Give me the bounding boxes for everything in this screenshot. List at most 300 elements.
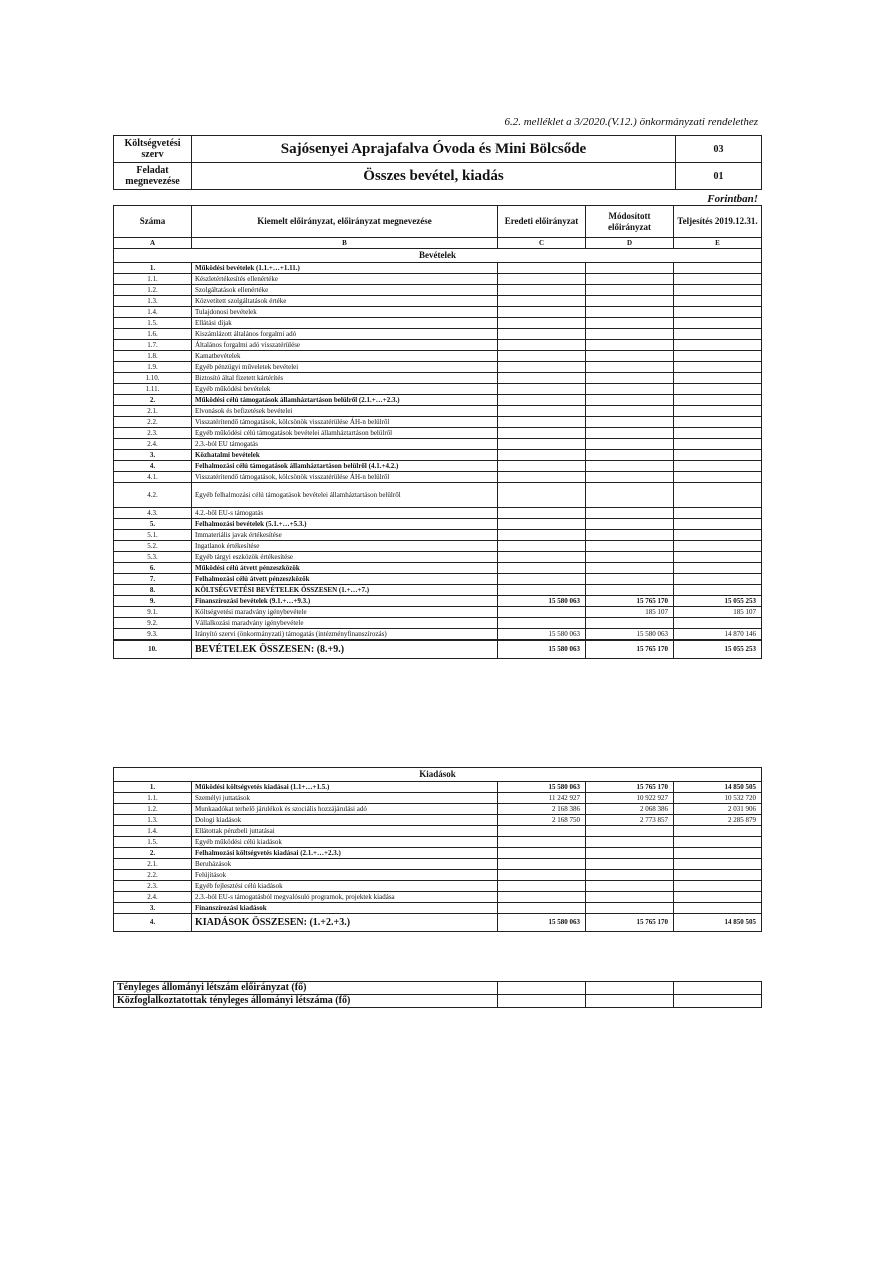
staff-label: Tényleges állományi létszám előirányzat (fő)	[114, 982, 498, 995]
row-original	[498, 903, 586, 914]
row-label: Irányító szervi (önkormányzati) támogatás (intézményfinanszírozás)	[192, 629, 498, 641]
revenue-row	[114, 307, 762, 318]
row-modified	[586, 585, 674, 596]
revenue-row	[114, 340, 762, 351]
row-label: KÖLTSÉGVETÉSI BEVÉTELEK ÖSSZESEN (1.+…+7.)	[192, 585, 498, 596]
expense-section-title: Kiadások	[114, 768, 762, 782]
row-original	[498, 574, 586, 585]
row-modified	[586, 574, 674, 585]
row-actual	[674, 263, 762, 274]
row-modified	[586, 519, 674, 530]
row-num: 5.3.	[114, 552, 192, 563]
revenue-row	[114, 530, 762, 541]
revenue-rows	[114, 263, 762, 641]
row-modified	[586, 285, 674, 296]
row-num: 4.2.	[114, 483, 192, 508]
expense-row	[114, 892, 762, 903]
row-num: 4.3.	[114, 508, 192, 519]
row-label: Finanszírozási kiadások	[192, 903, 498, 914]
row-label: Immateriális javak értékesítése	[192, 530, 498, 541]
revenue-total-actual: 15 055 253	[674, 640, 762, 659]
revenue-row	[114, 351, 762, 362]
row-modified	[586, 508, 674, 519]
row-modified	[586, 541, 674, 552]
col-header-actual: Teljesítés 2019.12.31.	[674, 206, 762, 238]
row-num: 2.3.	[114, 881, 192, 892]
row-original	[498, 607, 586, 618]
row-actual	[674, 329, 762, 340]
row-num: 1.9.	[114, 362, 192, 373]
revenue-table	[113, 205, 762, 659]
row-label: Működési költségvetés kiadásai (1.1+…+1.5.)	[192, 782, 498, 793]
header-table	[113, 135, 762, 190]
row-num: 2.4.	[114, 892, 192, 903]
row-label: Kamatbevételek	[192, 351, 498, 362]
row-modified	[586, 395, 674, 406]
revenue-total-label: BEVÉTELEK ÖSSZESEN: (8.+9.)	[192, 640, 498, 659]
row-modified	[586, 472, 674, 483]
row-actual	[674, 574, 762, 585]
row-actual	[674, 406, 762, 417]
row-num: 1.1.	[114, 274, 192, 285]
row-label: Felhalmozási célú támogatások államháztartáson belülről (4.1.+4.2.)	[192, 461, 498, 472]
row-modified	[586, 903, 674, 914]
row-label: Felhalmozási költségvetés kiadásai (2.1.+…+2.3.)	[192, 848, 498, 859]
revenue-row	[114, 439, 762, 450]
revenue-row	[114, 406, 762, 417]
row-original	[498, 450, 586, 461]
row-actual	[674, 508, 762, 519]
staff-value	[674, 982, 762, 995]
expense-row	[114, 837, 762, 848]
row-original	[498, 826, 586, 837]
row-num: 3.	[114, 450, 192, 461]
row-label: Általános forgalmi adó visszatérülése	[192, 340, 498, 351]
row-actual	[674, 362, 762, 373]
row-actual	[674, 472, 762, 483]
row-num: 1.10.	[114, 373, 192, 384]
row-label: Tulajdonosi bevételek	[192, 307, 498, 318]
col-letter-c: C	[498, 238, 586, 249]
row-num: 2.	[114, 395, 192, 406]
row-actual	[674, 483, 762, 508]
entity-label: Költségvetési szerv	[114, 136, 192, 163]
row-actual	[674, 373, 762, 384]
row-label: Egyéb felhalmozási célú támogatások bevételei államháztartáson belülről	[192, 483, 498, 508]
expense-row	[114, 793, 762, 804]
row-original	[498, 439, 586, 450]
expense-row	[114, 826, 762, 837]
expense-total-actual: 14 850 505	[674, 914, 762, 932]
row-actual	[674, 837, 762, 848]
row-original	[498, 508, 586, 519]
row-label: Egyéb pénzügyi műveletek bevételei	[192, 362, 498, 373]
row-original	[498, 563, 586, 574]
row-actual	[674, 318, 762, 329]
row-actual: 2 031 906	[674, 804, 762, 815]
row-modified	[586, 340, 674, 351]
row-original	[498, 618, 586, 629]
expense-total-original: 15 580 063	[498, 914, 586, 932]
row-label: Finanszírozási bevételek (9.1.+…+9.3.)	[192, 596, 498, 607]
row-num: 2.4.	[114, 439, 192, 450]
revenue-row	[114, 384, 762, 395]
row-modified	[586, 563, 674, 574]
row-actual: 10 532 720	[674, 793, 762, 804]
row-label: 2.3.-ból EU-s támogatásból megvalósuló programok, projektek kiadása	[192, 892, 498, 903]
row-original	[498, 837, 586, 848]
task-label: Feladat megnevezése	[114, 163, 192, 190]
row-label: Egyéb tárgyi eszközök értékesítése	[192, 552, 498, 563]
row-label: Biztosító által fizetett kártérítés	[192, 373, 498, 384]
row-actual	[674, 417, 762, 428]
row-label: Egyéb működési célú kiadások	[192, 837, 498, 848]
row-num: 1.11.	[114, 384, 192, 395]
row-modified	[586, 461, 674, 472]
row-modified	[586, 274, 674, 285]
row-num: 7.	[114, 574, 192, 585]
expense-total-row	[114, 914, 762, 932]
row-actual: 185 107	[674, 607, 762, 618]
staff-row	[114, 995, 762, 1008]
row-label: Működési célú átvett pénzeszközök	[192, 563, 498, 574]
annex-note: 6.2. melléklet a 3/2020.(V.12.) önkormányzati rendelethez	[504, 116, 758, 128]
row-original	[498, 351, 586, 362]
row-modified	[586, 373, 674, 384]
staff-rows	[114, 982, 762, 1008]
row-modified	[586, 826, 674, 837]
revenue-section-title: Bevételek	[114, 249, 762, 263]
revenue-row	[114, 596, 762, 607]
row-actual	[674, 870, 762, 881]
row-actual	[674, 450, 762, 461]
row-actual	[674, 307, 762, 318]
row-label: Beruházások	[192, 859, 498, 870]
row-actual	[674, 351, 762, 362]
row-actual	[674, 428, 762, 439]
row-modified	[586, 870, 674, 881]
row-label: Felhalmozási bevételek (5.1.+…+5.3.)	[192, 519, 498, 530]
row-original	[498, 329, 586, 340]
row-original	[498, 541, 586, 552]
row-modified	[586, 530, 674, 541]
row-label: Készletértékesítés ellenértéke	[192, 274, 498, 285]
revenue-row	[114, 285, 762, 296]
row-num: 1.1.	[114, 793, 192, 804]
row-num: 8.	[114, 585, 192, 596]
row-modified	[586, 837, 674, 848]
revenue-row	[114, 318, 762, 329]
row-label: Szolgáltatások ellenértéke	[192, 285, 498, 296]
row-original: 15 580 063	[498, 782, 586, 793]
row-original	[498, 274, 586, 285]
row-actual: 2 285 879	[674, 815, 762, 826]
row-original	[498, 892, 586, 903]
staff-label: Közfoglalkoztatottak tényleges állományi létszáma (fő)	[114, 995, 498, 1008]
row-num: 1.5.	[114, 318, 192, 329]
row-actual: 14 870 146	[674, 629, 762, 641]
row-modified: 15 765 170	[586, 782, 674, 793]
row-num: 9.	[114, 596, 192, 607]
row-actual	[674, 892, 762, 903]
expense-row	[114, 881, 762, 892]
row-num: 5.2.	[114, 541, 192, 552]
row-actual	[674, 384, 762, 395]
staff-value	[586, 982, 674, 995]
row-num: 1.2.	[114, 804, 192, 815]
row-original: 2 168 750	[498, 815, 586, 826]
task-code: 01	[676, 163, 762, 190]
row-num: 4.	[114, 461, 192, 472]
row-label: Elvonások és befizetések bevételei	[192, 406, 498, 417]
revenue-row	[114, 519, 762, 530]
revenue-row	[114, 563, 762, 574]
row-original	[498, 859, 586, 870]
row-original	[498, 472, 586, 483]
row-modified	[586, 351, 674, 362]
row-original	[498, 530, 586, 541]
row-modified	[586, 483, 674, 508]
column-header-row	[114, 206, 762, 238]
row-actual	[674, 296, 762, 307]
row-original	[498, 881, 586, 892]
staff-table	[113, 981, 762, 1008]
row-modified	[586, 618, 674, 629]
row-original	[498, 384, 586, 395]
col-header-modified: Módosított előirányzat	[586, 206, 674, 238]
row-num: 2.1.	[114, 406, 192, 417]
revenue-row	[114, 329, 762, 340]
row-label: Működési bevételek (1.1.+…+1.11.)	[192, 263, 498, 274]
row-label: Egyéb működési bevételek	[192, 384, 498, 395]
col-header-num: Száma	[114, 206, 192, 238]
row-original	[498, 417, 586, 428]
row-modified	[586, 881, 674, 892]
row-original: 2 168 386	[498, 804, 586, 815]
staff-value	[498, 982, 586, 995]
entity-code: 03	[676, 136, 762, 163]
row-num: 2.2.	[114, 870, 192, 881]
row-label: Dologi kiadások	[192, 815, 498, 826]
row-num: 2.2.	[114, 417, 192, 428]
revenue-row	[114, 472, 762, 483]
row-modified	[586, 384, 674, 395]
revenue-row	[114, 263, 762, 274]
revenue-row	[114, 373, 762, 384]
currency-note: Forintban!	[707, 193, 758, 205]
expense-total-label: KIADÁSOK ÖSSZESEN: (1.+2.+3.)	[192, 914, 498, 932]
row-label: Közhatalmi bevételek	[192, 450, 498, 461]
row-original	[498, 428, 586, 439]
col-letter-a: A	[114, 238, 192, 249]
col-letter-b: B	[192, 238, 498, 249]
row-modified	[586, 296, 674, 307]
revenue-row	[114, 585, 762, 596]
row-modified	[586, 552, 674, 563]
row-label: Működési célú támogatások államháztartáson belülről (2.1.+…+2.3.)	[192, 395, 498, 406]
revenue-row	[114, 362, 762, 373]
expense-total-num: 4.	[114, 914, 192, 932]
row-modified	[586, 859, 674, 870]
row-original	[498, 362, 586, 373]
revenue-row	[114, 574, 762, 585]
row-actual	[674, 395, 762, 406]
row-actual	[674, 461, 762, 472]
revenue-row	[114, 541, 762, 552]
revenue-row	[114, 450, 762, 461]
row-actual	[674, 285, 762, 296]
row-label: Vállalkozási maradvány igénybevétele	[192, 618, 498, 629]
row-original	[498, 285, 586, 296]
revenue-total-original: 15 580 063	[498, 640, 586, 659]
staff-value	[586, 995, 674, 1008]
row-actual	[674, 530, 762, 541]
revenue-row	[114, 395, 762, 406]
row-actual	[674, 618, 762, 629]
row-num: 2.3.	[114, 428, 192, 439]
row-actual	[674, 439, 762, 450]
revenue-row	[114, 296, 762, 307]
row-modified	[586, 406, 674, 417]
row-original	[498, 848, 586, 859]
expense-row	[114, 870, 762, 881]
row-label: Munkaadókat terhelő járulékok és szociális hozzájárulási adó	[192, 804, 498, 815]
row-modified	[586, 417, 674, 428]
column-letter-row	[114, 238, 762, 249]
row-label: Felújítások	[192, 870, 498, 881]
expense-table	[113, 767, 762, 932]
expense-section-row	[114, 768, 762, 782]
row-actual: 14 850 505	[674, 782, 762, 793]
row-actual	[674, 274, 762, 285]
row-actual	[674, 903, 762, 914]
row-actual	[674, 859, 762, 870]
row-modified	[586, 439, 674, 450]
row-modified	[586, 428, 674, 439]
row-label: 2.3.-ból EU támogatás	[192, 439, 498, 450]
row-num: 1.5.	[114, 837, 192, 848]
expense-row	[114, 804, 762, 815]
row-original	[498, 395, 586, 406]
row-original: 11 242 927	[498, 793, 586, 804]
row-num: 2.	[114, 848, 192, 859]
row-num: 9.3.	[114, 629, 192, 641]
row-original	[498, 461, 586, 472]
row-original: 15 580 063	[498, 596, 586, 607]
row-actual	[674, 519, 762, 530]
revenue-section-row	[114, 249, 762, 263]
row-modified	[586, 318, 674, 329]
row-actual	[674, 340, 762, 351]
staff-value	[498, 995, 586, 1008]
row-original	[498, 870, 586, 881]
row-original: 15 580 063	[498, 629, 586, 641]
row-num: 2.1.	[114, 859, 192, 870]
expense-row	[114, 859, 762, 870]
task-name: Összes bevétel, kiadás	[192, 163, 676, 190]
row-modified	[586, 307, 674, 318]
row-modified	[586, 263, 674, 274]
row-label: Ellátottak pénzbeli juttatásai	[192, 826, 498, 837]
expense-rows	[114, 782, 762, 914]
row-num: 1.3.	[114, 296, 192, 307]
row-num: 4.1.	[114, 472, 192, 483]
row-original	[498, 340, 586, 351]
expense-row	[114, 848, 762, 859]
row-modified: 185 107	[586, 607, 674, 618]
revenue-row	[114, 618, 762, 629]
row-original	[498, 483, 586, 508]
revenue-total-modified: 15 765 170	[586, 640, 674, 659]
revenue-row	[114, 483, 762, 508]
revenue-total-num: 10.	[114, 640, 192, 659]
row-modified: 10 922 927	[586, 793, 674, 804]
row-modified: 15 580 063	[586, 629, 674, 641]
header-row-entity	[114, 136, 762, 163]
row-label: Visszatérítendő támogatások, kölcsönök visszatérülése ÁH-n belülről	[192, 472, 498, 483]
row-original	[498, 406, 586, 417]
row-actual	[674, 881, 762, 892]
row-modified: 2 773 857	[586, 815, 674, 826]
expense-total-modified: 15 765 170	[586, 914, 674, 932]
col-letter-d: D	[586, 238, 674, 249]
row-label: Felhalmozási célú átvett pénzeszközök	[192, 574, 498, 585]
revenue-row	[114, 552, 762, 563]
row-original	[498, 296, 586, 307]
row-num: 1.	[114, 263, 192, 274]
row-original	[498, 307, 586, 318]
row-label: 4.2.-ből EU-s támogatás	[192, 508, 498, 519]
row-modified	[586, 450, 674, 461]
row-num: 3.	[114, 903, 192, 914]
row-num: 5.	[114, 519, 192, 530]
row-label: Egyéb fejlesztési célú kiadások	[192, 881, 498, 892]
expense-row	[114, 815, 762, 826]
row-actual	[674, 826, 762, 837]
revenue-row	[114, 428, 762, 439]
row-label: Ingatlanok értékesítése	[192, 541, 498, 552]
row-label: Költségvetési maradvány igénybevétele	[192, 607, 498, 618]
row-modified	[586, 329, 674, 340]
row-modified	[586, 362, 674, 373]
revenue-total-row	[114, 640, 762, 659]
header-row-task	[114, 163, 762, 190]
col-letter-e: E	[674, 238, 762, 249]
row-num: 5.1.	[114, 530, 192, 541]
row-num: 1.	[114, 782, 192, 793]
row-modified	[586, 892, 674, 903]
row-num: 1.3.	[114, 815, 192, 826]
row-actual	[674, 563, 762, 574]
row-num: 1.4.	[114, 307, 192, 318]
expense-row	[114, 903, 762, 914]
row-num: 6.	[114, 563, 192, 574]
staff-value	[674, 995, 762, 1008]
row-original	[498, 263, 586, 274]
expense-row	[114, 782, 762, 793]
row-original	[498, 585, 586, 596]
row-actual	[674, 552, 762, 563]
row-label: Ellátási díjak	[192, 318, 498, 329]
revenue-row	[114, 607, 762, 618]
row-actual	[674, 848, 762, 859]
row-num: 1.8.	[114, 351, 192, 362]
row-actual	[674, 585, 762, 596]
row-original	[498, 552, 586, 563]
row-modified: 15 765 170	[586, 596, 674, 607]
row-actual: 15 055 253	[674, 596, 762, 607]
row-num: 1.6.	[114, 329, 192, 340]
